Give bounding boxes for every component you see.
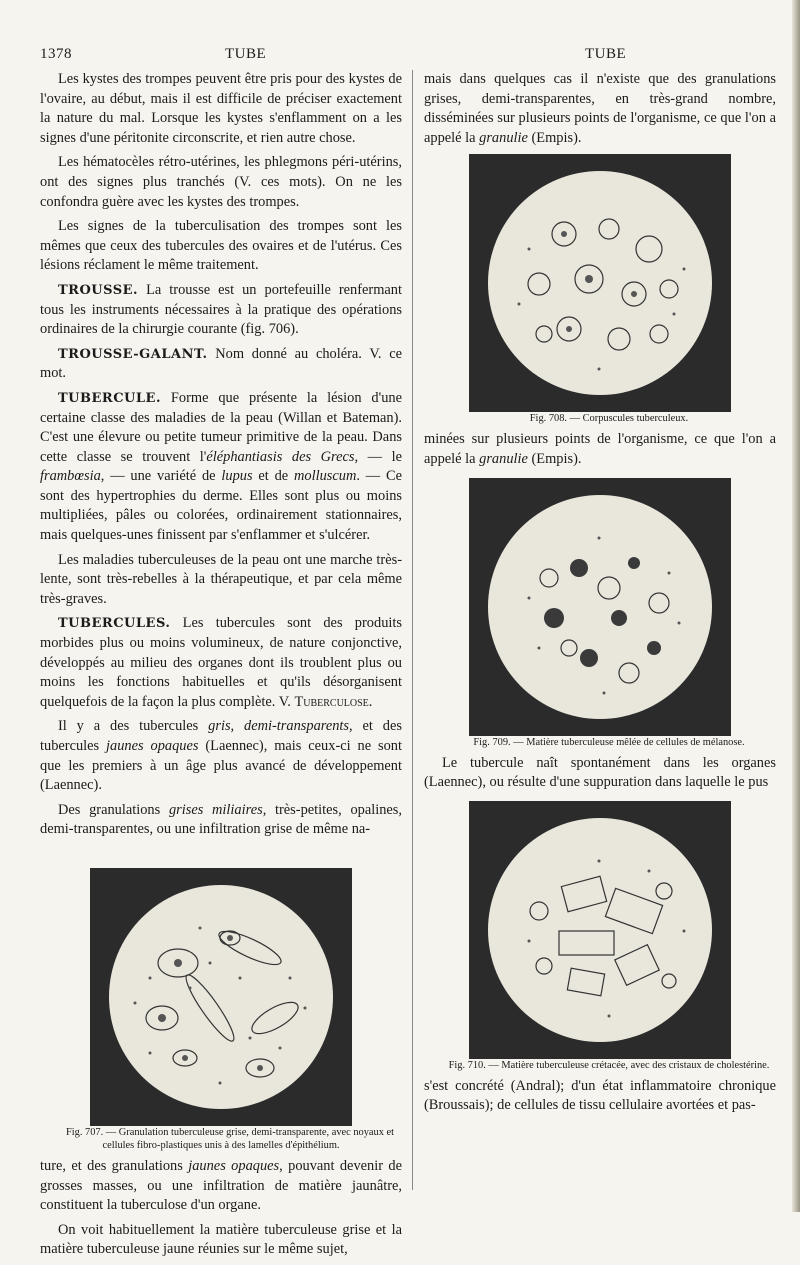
entry-headword: TROUSSE. bbox=[58, 282, 139, 298]
entry-text: Nom donné au choléra. V. ce mot. bbox=[40, 345, 402, 382]
paragraph: Le tubercule naît spontanément dans les organes (Laennec), ou résulte d'une suppuration dans laquelle le pus bbox=[424, 754, 776, 791]
page-number: 1378 bbox=[40, 46, 72, 62]
micrograph-707 bbox=[90, 868, 352, 1126]
italic-term: jaunes opaques bbox=[188, 1157, 280, 1174]
text: Il y a des tubercules bbox=[58, 718, 209, 735]
paragraph: Les maladies tuberculeuses de la peau ont une marche très-lente, sont très-rebelles à la thérapeutique, et par cela même très-graves. bbox=[40, 551, 402, 607]
entry-tubercule bbox=[40, 389, 402, 546]
entry-text: et de bbox=[252, 468, 295, 485]
entry-text: La trousse est un portefeuille renfermant tous les instruments nécessaires à la pratique des opérations ordinaires de la chirurgie courante (fig. 706). bbox=[40, 281, 402, 338]
entry-text: , — le bbox=[354, 448, 402, 465]
figure-710-caption: Fig. 710. — Matière tuberculeuse crétacée, avec des cristaux de cholestérine. bbox=[448, 1059, 770, 1071]
paragraph: s'est concrété (Andral); d'un état inflammatoire chronique (Broussais); de cellules de tissu cellulaire avortées et pas- bbox=[424, 1077, 776, 1114]
entry-text: , — une variété de bbox=[100, 468, 222, 485]
figure-707 bbox=[90, 868, 352, 1126]
paragraph: Les hématocèles rétro-utérines, les phlegmons péri-utérins, ont des signes plus tranchés (V. ces mots). On ne les confondra guère avec les kystes des trompes. bbox=[40, 154, 402, 210]
right-running-title: TUBE bbox=[585, 46, 627, 62]
cross-reference: Tuberculose bbox=[294, 693, 369, 710]
italic-term: éléphantiasis des Grecs bbox=[206, 448, 355, 465]
figure-708 bbox=[469, 154, 731, 412]
text: (Laennec), mais ceux-ci ne sont que les premiers à un âge plus avancé de développement (Laennec). bbox=[40, 738, 402, 794]
micrograph-710 bbox=[469, 801, 731, 1059]
entry-headword: TUBERCULE. bbox=[58, 390, 161, 406]
italic-term: granulie bbox=[479, 129, 528, 146]
paragraph bbox=[40, 717, 402, 795]
figure-707-caption: Fig. 707. — Granulation tuberculeuse grise, demi-transparente, avec noyaux et cellules fibro-plastiques unis à des lamelles d'épithélium. bbox=[65, 1126, 395, 1151]
paragraph bbox=[40, 1157, 402, 1216]
figure-708-caption: Fig. 708. — Corpuscules tuberculeux. bbox=[529, 413, 689, 425]
paragraph: On voit habituellement la matière tuberculeuse grise et la matière tuberculeuse jaune réunies sur le même sujet, bbox=[40, 1221, 402, 1258]
text: mais dans quelques cas il n'existe que des granulations grises, demi-transparentes, en très-grand nombre, disséminées sur plusieurs points de l'organisme, ce que l'on a appelé la bbox=[424, 71, 776, 146]
entry-headword: TUBERCULES. bbox=[58, 616, 171, 632]
paragraph bbox=[40, 801, 402, 840]
text: Des granulations bbox=[58, 801, 169, 818]
italic-term: jaunes opaques bbox=[106, 738, 199, 754]
left-column bbox=[40, 70, 402, 1265]
entry-trousse bbox=[40, 281, 402, 340]
text: (Empis). bbox=[527, 129, 582, 146]
text: , pouvant devenir de grosses masses, ou une infiltration de matière jaunâtre, constituent la tuberculose d'un organe. bbox=[40, 1157, 402, 1214]
figure-709 bbox=[469, 478, 731, 736]
entry-headword: TROUSSE-GALANT. bbox=[58, 346, 208, 362]
entry-trousse-galant bbox=[40, 345, 402, 384]
text: , très-petites, opalines, demi-transparentes, ou une infiltration grise de même na- bbox=[40, 801, 402, 838]
right-column bbox=[424, 70, 776, 1121]
column-divider bbox=[412, 70, 413, 1190]
entry-text: Les tubercules sont des produits morbides plus ou moins volumineux, de nature conjonctive, développés au milieu des organes dont ils troublent plus ou moins les fonctions habituelles et qu'ils désorganisent quelquefois de la façon la plus complète. V. bbox=[40, 615, 402, 710]
figure-709-caption: Fig. 709. — Matière tuberculeuse mêlée de cellules de mélanose. bbox=[473, 736, 745, 748]
paragraph bbox=[424, 70, 776, 148]
page-edge bbox=[792, 0, 800, 1212]
text: ture, et des granulations bbox=[40, 1157, 189, 1174]
italic-term: frambœsia bbox=[40, 468, 101, 485]
micrograph-708 bbox=[469, 154, 731, 412]
italic-term: lupus bbox=[221, 468, 253, 485]
italic-term: molluscum bbox=[294, 468, 357, 485]
micrograph-709 bbox=[469, 478, 731, 736]
entry-text: Forme que présente la lésion d'une certaine classe des maladies de la peau (Willan et Bateman). C'est une élevure ou petite tumeur primitive de la peau. Dans cette classe se trouvent l' bbox=[40, 389, 402, 465]
paragraph: Les signes de la tuberculisation des trompes sont les mêmes que ceux des tubercules des ovaires et de l'utérus. Ces lésions réclament le même traitement. bbox=[40, 218, 402, 274]
italic-term: gris, demi-transparents bbox=[208, 718, 350, 735]
entry-tubercules: TUBERCULES. Les tubercules sont des produits morbides plus ou moins volumineux, de nature conjonctive, développés au milieu des organes dont ils troublent plus ou moins les fonctions habituelles et qu'ils désorganisent quelquefois de la façon la plus complète. V. Tuberculose. bbox=[40, 615, 402, 710]
text: , et des tubercules bbox=[40, 718, 402, 754]
paragraph: minées sur plusieurs points de l'organisme, ce que l'on a appelé la granulie (Empis). bbox=[424, 431, 776, 467]
left-running-title: TUBE bbox=[225, 46, 267, 62]
figure-710 bbox=[469, 801, 731, 1059]
italic-term: grises miliaires bbox=[168, 801, 263, 818]
paragraph: Les kystes des trompes peuvent être pris pour des kystes de l'ovaire, au début, mais il est difficile de préciser exactement la nature du mal. Lorsque les kystes s'enflamment on a les signes d'une péritonite circonscrite, et rien autre chose. bbox=[40, 71, 402, 146]
entry-text: . — Ce sont des hypertrophies du derme. Elles sont plus ou moins multipliées, pâles ou colorées, ordinairement stationnaires, mais quelques-unes finissent par s'enflammer et s'ulcérer. bbox=[40, 468, 402, 544]
